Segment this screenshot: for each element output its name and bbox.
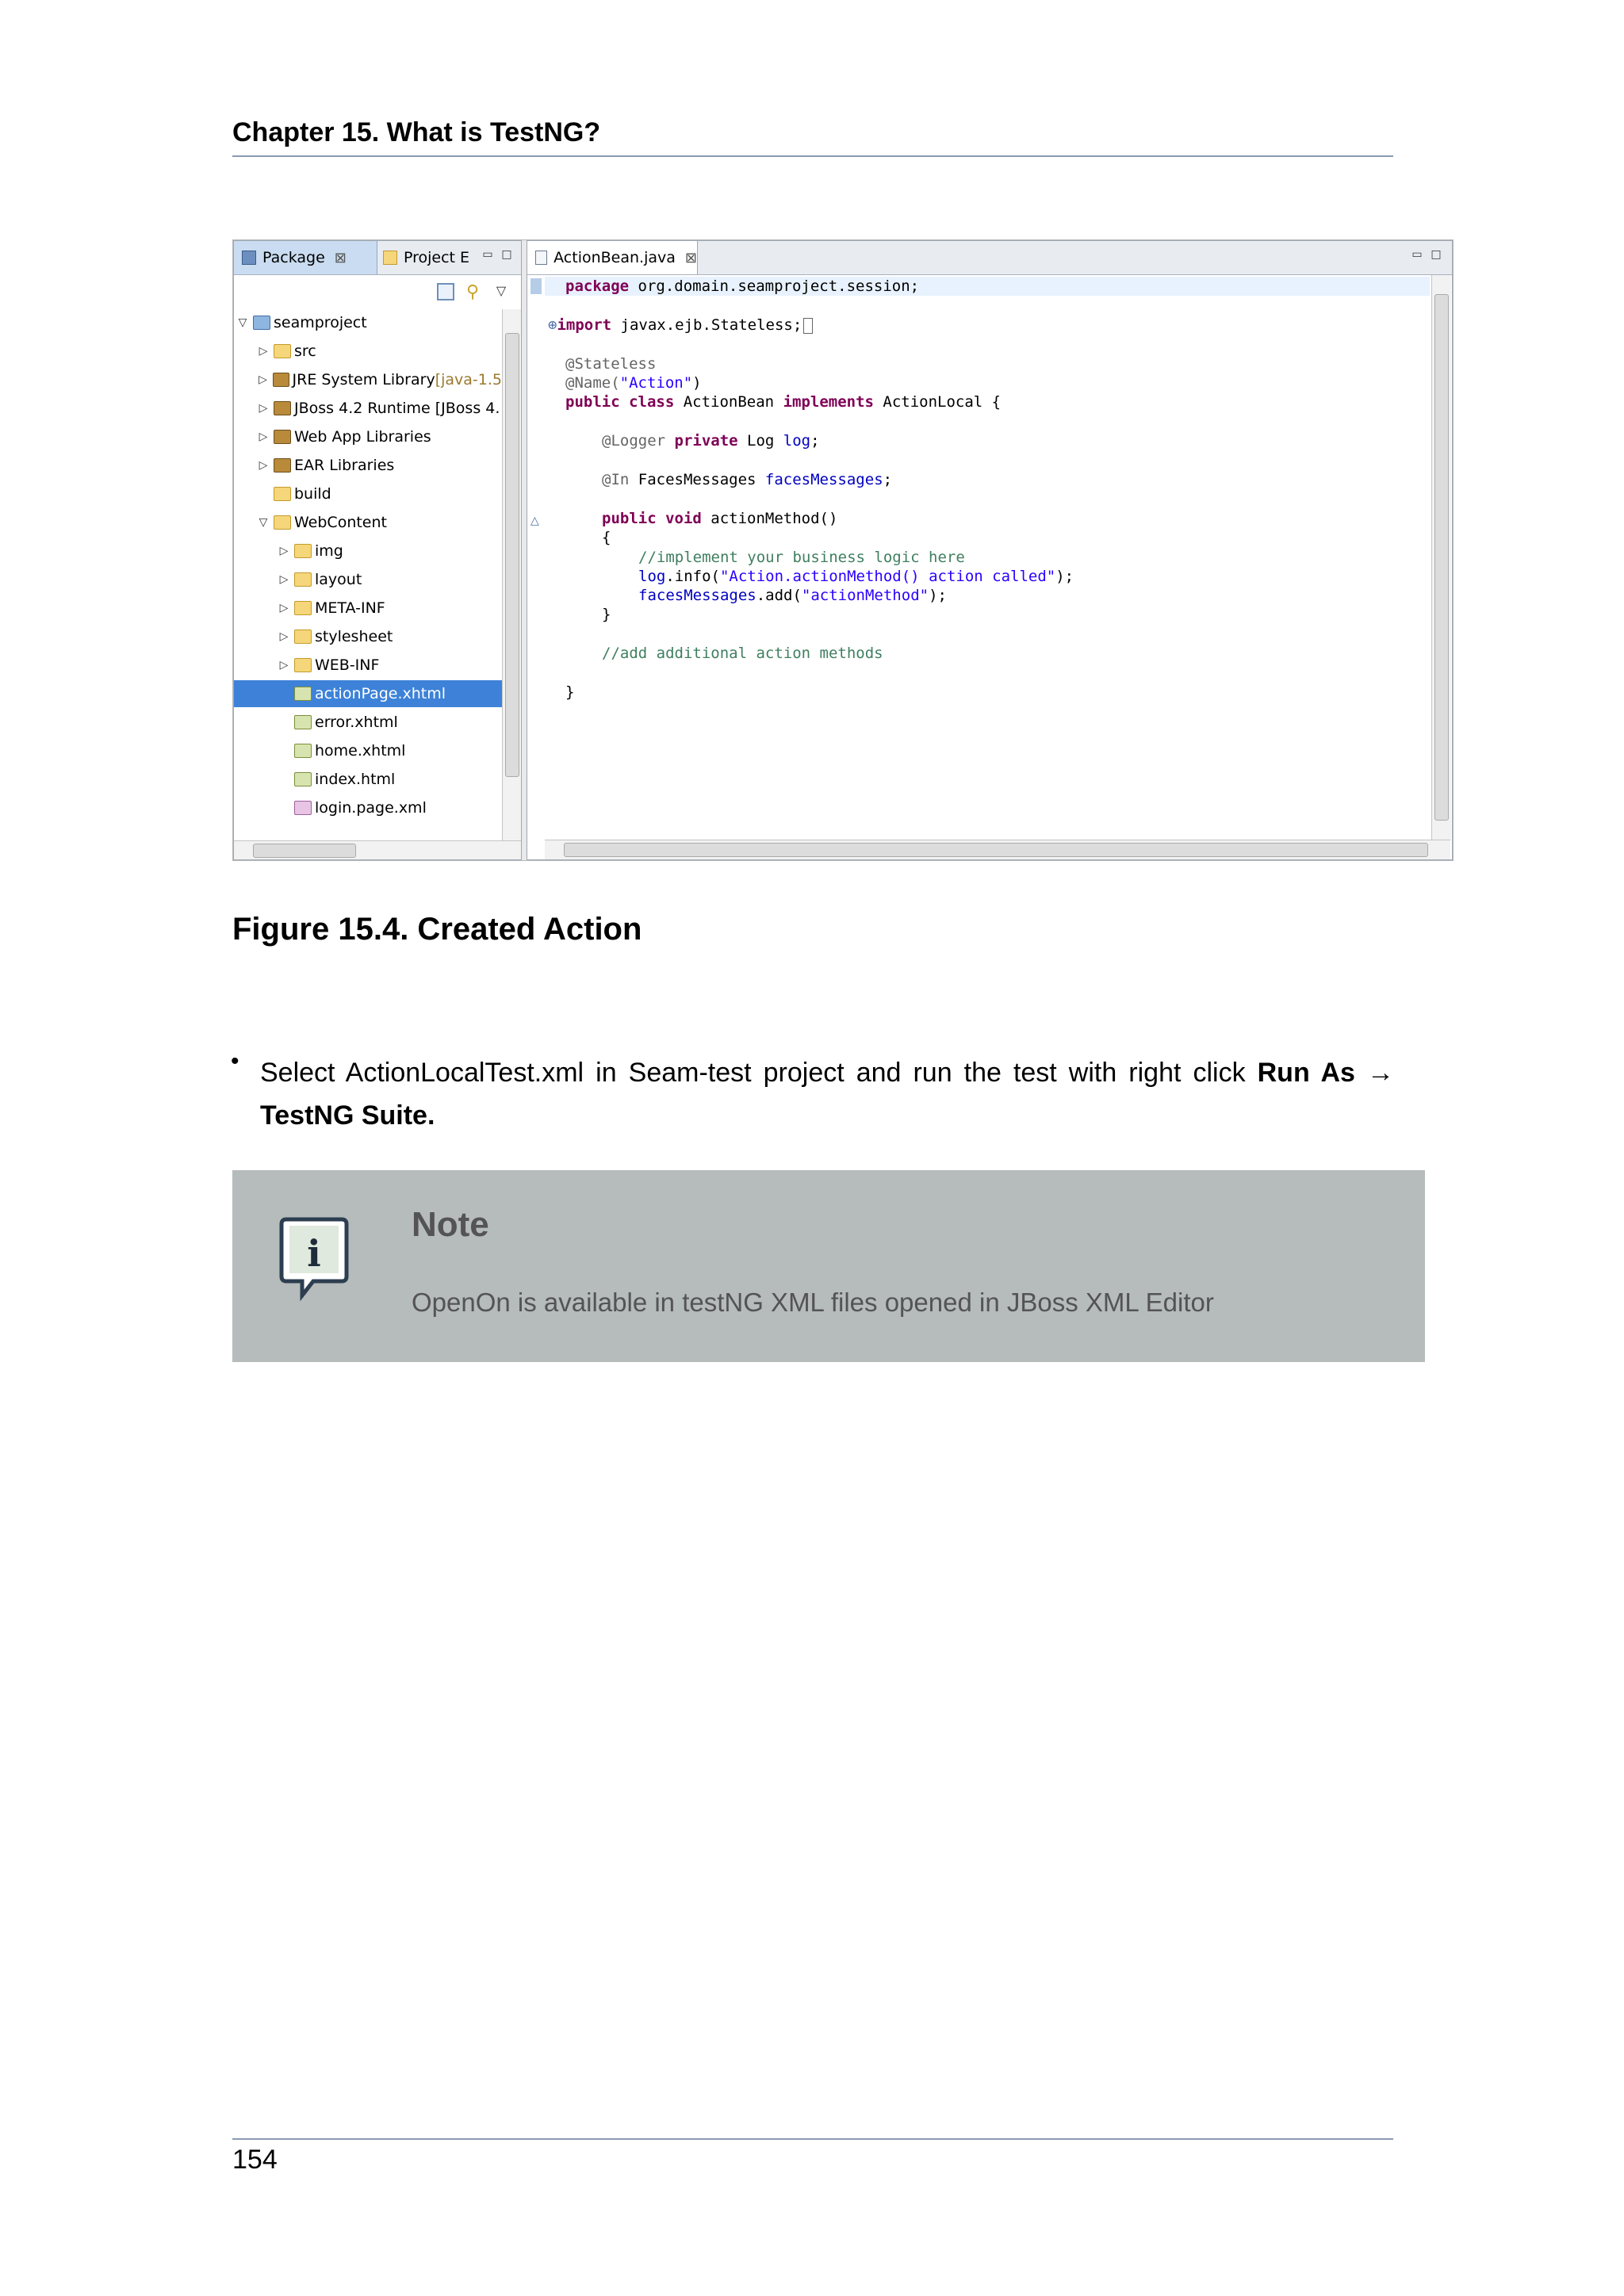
tree-item-error[interactable] [234, 709, 502, 736]
tree-item-label: EAR Libraries [294, 457, 395, 474]
tree-item-layout[interactable] [234, 566, 502, 593]
code-line-3: @Stateless [565, 355, 657, 373]
run-as-label: Run As [1257, 1058, 1355, 1088]
tree-item-build[interactable] [234, 480, 502, 507]
editor-tab-label: ActionBean.java [553, 249, 676, 266]
chapter-header: Chapter 15. What is TestNG? [232, 117, 601, 147]
xhtml-file-icon [294, 715, 312, 729]
tree-item-seamproject[interactable] [234, 309, 502, 336]
folder-icon [294, 601, 312, 615]
tree-item-label: META-INF [315, 599, 385, 617]
editor-tabbar [527, 241, 1452, 275]
project-icon [253, 316, 270, 330]
code-line-11: log.info("Action.actionMethod() action called"); [638, 568, 1074, 585]
minimize-icon[interactable]: ▭ [1411, 248, 1423, 261]
folder-icon [294, 544, 312, 558]
xhtml-file-icon [294, 687, 312, 701]
tree-item-label: login.page.xml [315, 799, 427, 817]
code-editor[interactable] [545, 275, 1430, 830]
tree-item-label: seamproject [274, 314, 367, 331]
folder-icon [294, 572, 312, 587]
library-icon [274, 401, 291, 415]
override-marker-icon: △ [530, 515, 539, 527]
tab-package-label: Package [262, 249, 325, 266]
tree-item-login-page[interactable] [234, 794, 502, 821]
code-line-8: public void actionMethod() [602, 510, 838, 527]
tree-item-label: JBoss 4.2 Runtime [JBoss 4. [294, 400, 500, 417]
quick-diff-marker [530, 278, 542, 294]
code-line-4: @Name("Action") [565, 374, 702, 392]
xml-file-icon [294, 801, 312, 815]
tree-item-label: error.xhtml [315, 714, 398, 731]
fold-expand-icon[interactable]: ⊕ [548, 316, 557, 334]
scrollbar-thumb[interactable] [253, 844, 356, 858]
tree-vertical-scrollbar[interactable] [502, 309, 522, 840]
tree-item-label: WebContent [294, 514, 387, 531]
collapsed-icon[interactable]: ▷ [279, 573, 289, 586]
html-file-icon [294, 772, 312, 786]
footer-rule [232, 2138, 1393, 2140]
testng-suite-label: TestNG Suite. [260, 1100, 435, 1131]
link-with-editor-icon[interactable]: ⚲ [465, 281, 480, 301]
editor-horizontal-scrollbar[interactable] [545, 840, 1450, 859]
tree-item-web-inf[interactable] [234, 652, 502, 679]
tab-project-label: Project E [404, 249, 470, 266]
tree-item-label: Web App Libraries [294, 428, 431, 446]
collapsed-icon[interactable]: ▷ [259, 459, 268, 472]
tree-item-web-app-libraries[interactable] [234, 423, 502, 450]
tree-item-label: src [294, 342, 316, 360]
library-icon [273, 373, 289, 387]
java-editor-pane [527, 240, 1453, 860]
tree-item-webcontent[interactable] [234, 509, 502, 536]
tree-item-meta-inf[interactable] [234, 595, 502, 622]
tab-actionbean-java[interactable] [527, 241, 698, 274]
project-tree [234, 309, 502, 832]
note-admonition [232, 1170, 1425, 1362]
folded-imports-box [803, 318, 813, 334]
scrollbar-thumb[interactable] [1434, 294, 1449, 821]
code-line-2: ⊕import javax.ejb.Stateless; [548, 316, 813, 335]
tree-item-label: index.html [315, 771, 396, 788]
package-explorer-tabbar [234, 241, 521, 275]
folder-icon [274, 487, 291, 501]
tree-item-label: stylesheet [315, 628, 393, 645]
xhtml-file-icon [294, 744, 312, 758]
tree-item-decoration: [java-1.5 [435, 371, 502, 388]
java-file-icon [535, 251, 547, 265]
folder-icon [294, 658, 312, 672]
scrollbar-thumb[interactable] [564, 843, 1428, 857]
collapsed-icon[interactable]: ▷ [279, 630, 289, 643]
tree-item-index[interactable] [234, 766, 502, 793]
code-line-1: package org.domain.seamproject.session; [545, 277, 1430, 296]
code-line-13: } [602, 606, 611, 623]
maximize-icon[interactable]: □ [501, 248, 512, 261]
tree-item-ear-libraries[interactable] [234, 452, 502, 479]
library-icon [274, 458, 291, 473]
bullet-point: • [231, 1048, 239, 1074]
tree-item-label: home.xhtml [315, 742, 406, 760]
tree-item-label: WEB-INF [315, 656, 380, 674]
package-explorer-toolbar [234, 275, 521, 307]
expanded-icon[interactable]: ▽ [238, 316, 247, 329]
collapsed-icon[interactable]: ▷ [279, 545, 289, 557]
tree-item-stylesheet[interactable] [234, 623, 502, 650]
library-icon [274, 430, 291, 444]
tab-package-explorer[interactable] [234, 241, 377, 274]
note-body: OpenOn is available in testNG XML files opened in JBoss XML Editor [412, 1288, 1214, 1317]
ide-screenshot [232, 239, 1454, 861]
maximize-icon[interactable]: □ [1431, 248, 1442, 261]
code-line-9: { [602, 529, 611, 546]
code-line-14: //add additional action methods [602, 645, 883, 662]
tree-item-label: build [294, 485, 331, 503]
package-icon [242, 251, 256, 265]
collapsed-icon[interactable]: ▷ [259, 402, 268, 415]
tree-item-label: JRE System Library [292, 371, 435, 388]
info-icon-letter: i [307, 1232, 321, 1275]
close-icon[interactable]: ⊠ [334, 249, 347, 266]
collapsed-icon[interactable]: ▷ [279, 602, 289, 614]
bullet-text: Select ActionLocalTest.xml in Seam-test project and run the test with right click Run As → TestNG Suite. [260, 1058, 1395, 1131]
code-line-12: facesMessages.add("actionMethod"); [638, 587, 947, 604]
code-line-15: } [565, 683, 575, 701]
tree-item-jboss-runtime[interactable] [234, 395, 502, 422]
collapsed-icon[interactable]: ▷ [259, 345, 268, 358]
tree-item-jre-library[interactable] [234, 366, 502, 393]
tree-item-label: img [315, 542, 343, 560]
close-icon[interactable]: ⊠ [684, 249, 697, 266]
collapse-all-icon[interactable] [437, 283, 454, 300]
code-line-7: @In FacesMessages facesMessages; [602, 471, 893, 488]
arrow-glyph: → [1354, 1058, 1395, 1088]
code-line-5: public class ActionBean implements ActionLocal { [565, 393, 1002, 411]
editor-vertical-scrollbar[interactable] [1431, 275, 1451, 840]
expanded-icon[interactable]: ▽ [259, 516, 268, 529]
tab-project-explorer[interactable] [378, 241, 473, 274]
tree-item-label: actionPage.xhtml [315, 685, 446, 702]
folder-icon [294, 629, 312, 644]
scrollbar-thumb[interactable] [505, 333, 519, 777]
tree-item-actionpage[interactable] [234, 680, 502, 707]
view-menu-icon[interactable]: ▽ [496, 285, 507, 298]
tree-item-home[interactable] [234, 737, 502, 764]
collapsed-icon[interactable]: ▷ [259, 373, 267, 386]
tree-item-label: layout [315, 571, 362, 588]
collapsed-icon[interactable]: ▷ [279, 659, 289, 672]
tree-item-img[interactable] [234, 538, 502, 564]
figure-caption: Figure 15.4. Created Action [232, 912, 642, 947]
project-explorer-icon [383, 251, 397, 265]
package-explorer-pane [233, 240, 522, 860]
editor-gutter [527, 275, 545, 830]
header-rule [232, 155, 1393, 157]
tree-item-src[interactable] [234, 338, 502, 365]
minimize-icon[interactable]: ▭ [482, 248, 493, 261]
source-folder-icon [274, 344, 291, 358]
code-line-6: @Logger private Log log; [602, 432, 820, 450]
code-line-10: //implement your business logic here [638, 549, 965, 566]
tree-horizontal-scrollbar[interactable] [234, 840, 521, 860]
folder-icon [274, 515, 291, 530]
page-number: 154 [232, 2145, 278, 2175]
note-title: Note [412, 1205, 489, 1244]
collapsed-icon[interactable]: ▷ [259, 430, 268, 443]
